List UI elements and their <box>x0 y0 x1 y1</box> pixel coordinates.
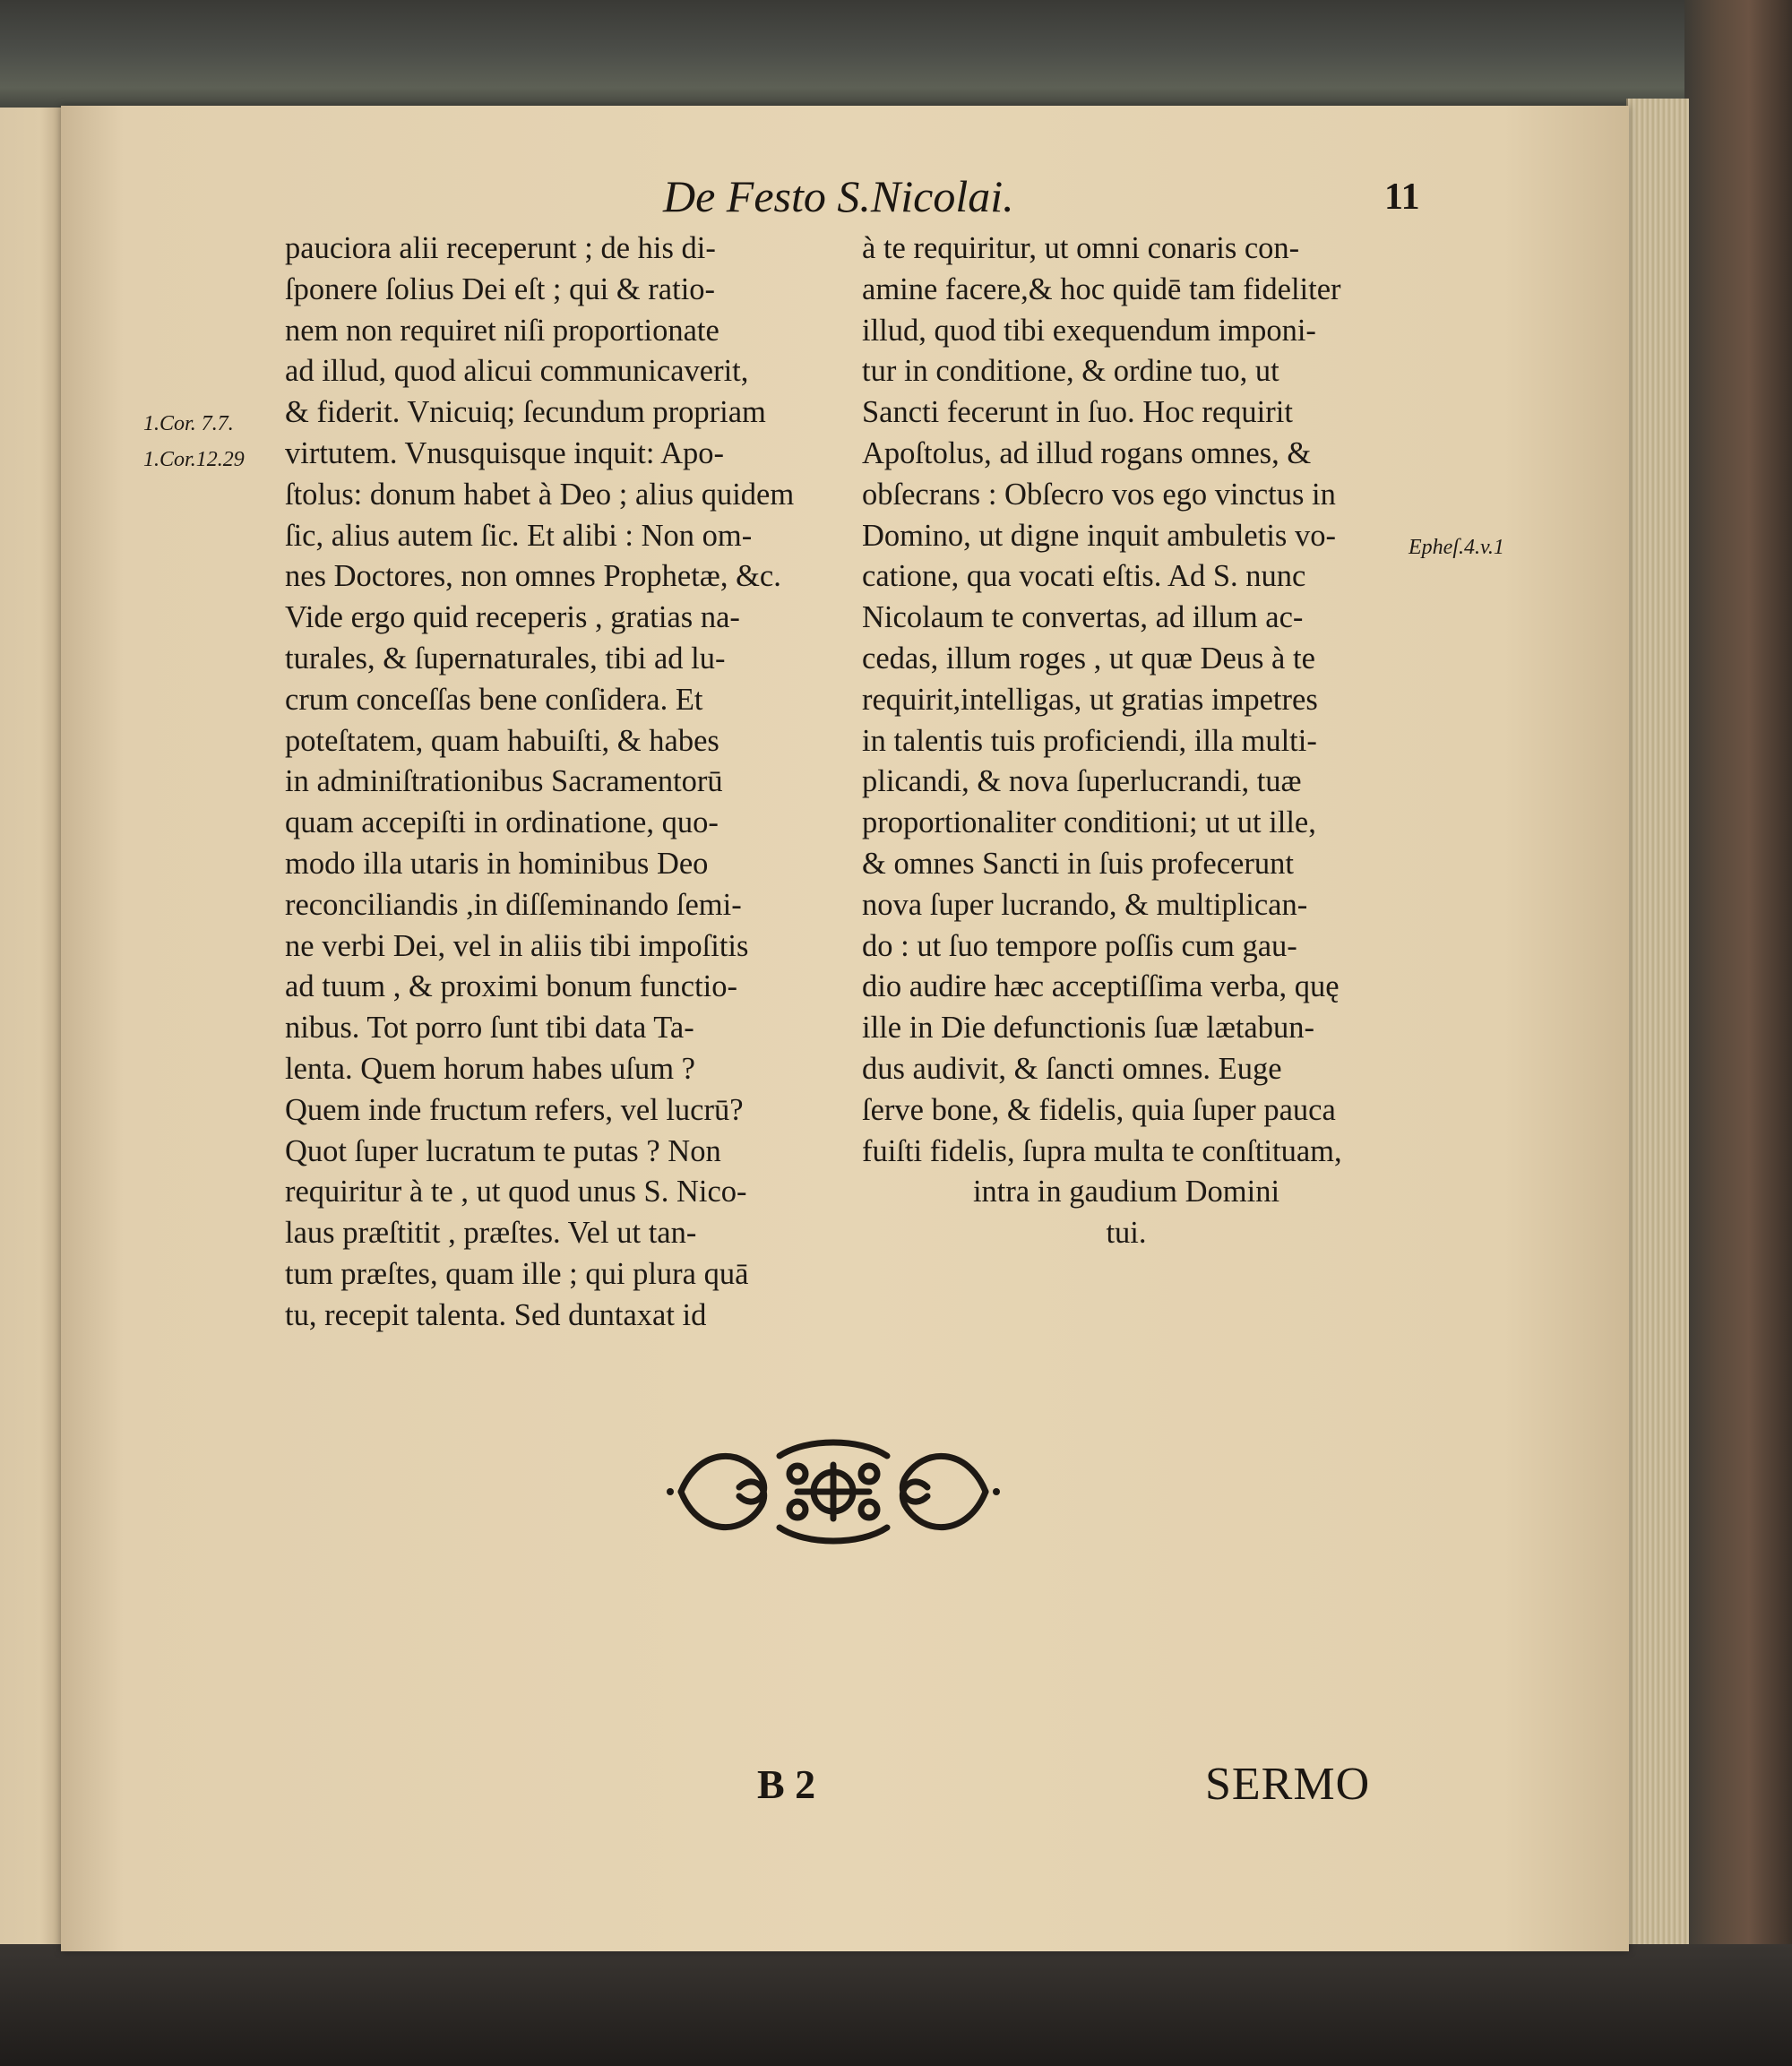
text-line: nova ſuper lucrando, & multiplican- <box>862 887 1308 922</box>
text-line: laus præſtitit , præſtes. Vel ut tan- <box>285 1216 697 1251</box>
text-line: lenta. Quem horum habes uſum ? <box>285 1051 695 1086</box>
text-line: modo illa utaris in hominibus Deo <box>285 846 709 881</box>
text-line: amine facere,& hoc quidē tam fideliter <box>862 271 1341 306</box>
text-line: nibus. Tot porro ſunt tibi data Ta- <box>285 1011 694 1046</box>
text-line: & omnes Sancti in ſuis profecerunt <box>862 846 1294 881</box>
page-fore-edge <box>1626 99 1689 1944</box>
text-line: fuiſti fidelis, ſupra multa te conſtituam, <box>862 1133 1342 1168</box>
text-line: quam accepiſti in ordinatione, quo- <box>285 805 719 840</box>
text-line: pauciora alii receperunt ; de his di- <box>285 231 716 265</box>
text-line: Vide ergo quid receperis , gratias na- <box>285 600 740 635</box>
text-line: turales, & ſupernaturales, tibi ad lu- <box>285 641 726 676</box>
text-line: ille in Die defunctionis ſuæ lætabun- <box>862 1011 1314 1046</box>
text-line: requirit,intelligas, ut gratias impetres <box>862 682 1318 717</box>
text-line: illud, quod tibi exequendum imponi- <box>862 313 1316 348</box>
text-line: tu, recepit talenta. Sed duntaxat id <box>285 1297 707 1332</box>
text-line: tum præſtes, quam ille ; qui plura quā <box>285 1256 749 1291</box>
text-line: Quot ſuper lucratum te putas ? Non <box>285 1133 721 1168</box>
text-line: reconciliandis ,in diſſeminando ſemi- <box>285 887 742 922</box>
text-line: in talentis tuis proficiendi, illa multi- <box>862 723 1317 758</box>
text-line: plicandi, & nova ſuperlucrandi, tuæ <box>862 764 1302 799</box>
text-line: Apoſtolus, ad illud rogans omnes, & <box>862 435 1312 470</box>
text-line: crum conceſſas bene conſidera. Et <box>285 682 703 717</box>
printers-ornament <box>663 1429 1004 1554</box>
text-line: ad illud, quod alicui communicaverit, <box>285 354 749 389</box>
text-line: ſerve bone, & fidelis, quia ſuper pauca <box>862 1092 1336 1127</box>
marginal-note: 1.Cor. 7.7. <box>143 412 234 435</box>
text-line: virtutem. Vnusquisque inquit: Apo- <box>285 435 725 470</box>
text-line: ſponere ſolius Dei eſt ; qui & ratio- <box>285 271 716 306</box>
text-line: Domino, ut digne inquit ambuletis vo- <box>862 518 1336 553</box>
marginal-note: Epheſ.4.v.1 <box>1409 536 1504 559</box>
text-line: catione, qua vocati eſtis. Ad S. nunc <box>862 559 1306 594</box>
text-line: poteſtatem, quam habuiſti, & habes <box>285 723 719 758</box>
text-column-right <box>862 228 1391 1254</box>
running-header: De Festo S.Nicolai. <box>663 171 1014 221</box>
text-line: Nicolaum te convertas, ad illum ac- <box>862 600 1304 635</box>
text-line: & fiderit. Vnicuiq; ſecundum propriam <box>285 395 766 430</box>
marginal-note: 1.Cor.12.29 <box>143 448 245 471</box>
text-line: à te requiritur, ut omni conaris con- <box>862 231 1300 265</box>
signature-mark: B 2 <box>757 1761 816 1807</box>
text-line: tui. <box>1106 1216 1147 1251</box>
text-line: Quem inde fructum refers, vel lucrū? <box>285 1092 744 1127</box>
text-line: obſecrans : Obſecro vos ego vinctus in <box>862 477 1336 512</box>
text-line: cedas, illum roges , ut quæ Deus à te <box>862 641 1315 676</box>
text-line: nes Doctores, non omnes Prophetæ, &c. <box>285 559 781 594</box>
text-line: dus audivit, & ſancti omnes. Euge <box>862 1051 1282 1086</box>
text-line: ſtolus: donum habet à Deo ; alius quidem <box>285 477 795 512</box>
text-line: ne verbi Dei, vel in aliis tibi impoſitis <box>285 928 749 963</box>
background-bottom <box>0 1944 1792 2066</box>
text-line: nem non requiret niſi proportionate <box>285 313 719 348</box>
text-column-left <box>285 228 794 1337</box>
text-line: in adminiſtrationibus Sacramentorū <box>285 764 723 799</box>
text-line: requiritur à te , ut quod unus S. Nico- <box>285 1175 747 1209</box>
text-line: intra in gaudium Domini <box>972 1175 1280 1209</box>
text-line: do : ut ſuo tempore poſſis cum gau- <box>862 928 1297 963</box>
page-number: 11 <box>1384 176 1420 218</box>
text-line: tur in conditione, & ordine tuo, ut <box>862 354 1279 389</box>
text-line: proportionaliter conditioni; ut ut ille, <box>862 805 1316 840</box>
text-line: dio audire hæc acceptiſſima verba, quę <box>862 969 1340 1004</box>
text-line: ſic, alius autem ſic. Et alibi : Non om- <box>285 518 753 553</box>
book-cover-right <box>1684 0 1792 2066</box>
catchword: SERMO <box>1205 1759 1371 1810</box>
text-line: ad tuum , & proximi bonum functio- <box>285 969 737 1004</box>
facing-page-edge <box>0 108 67 1944</box>
text-line: Sancti fecerunt in ſuo. Hoc requirit <box>862 395 1293 430</box>
